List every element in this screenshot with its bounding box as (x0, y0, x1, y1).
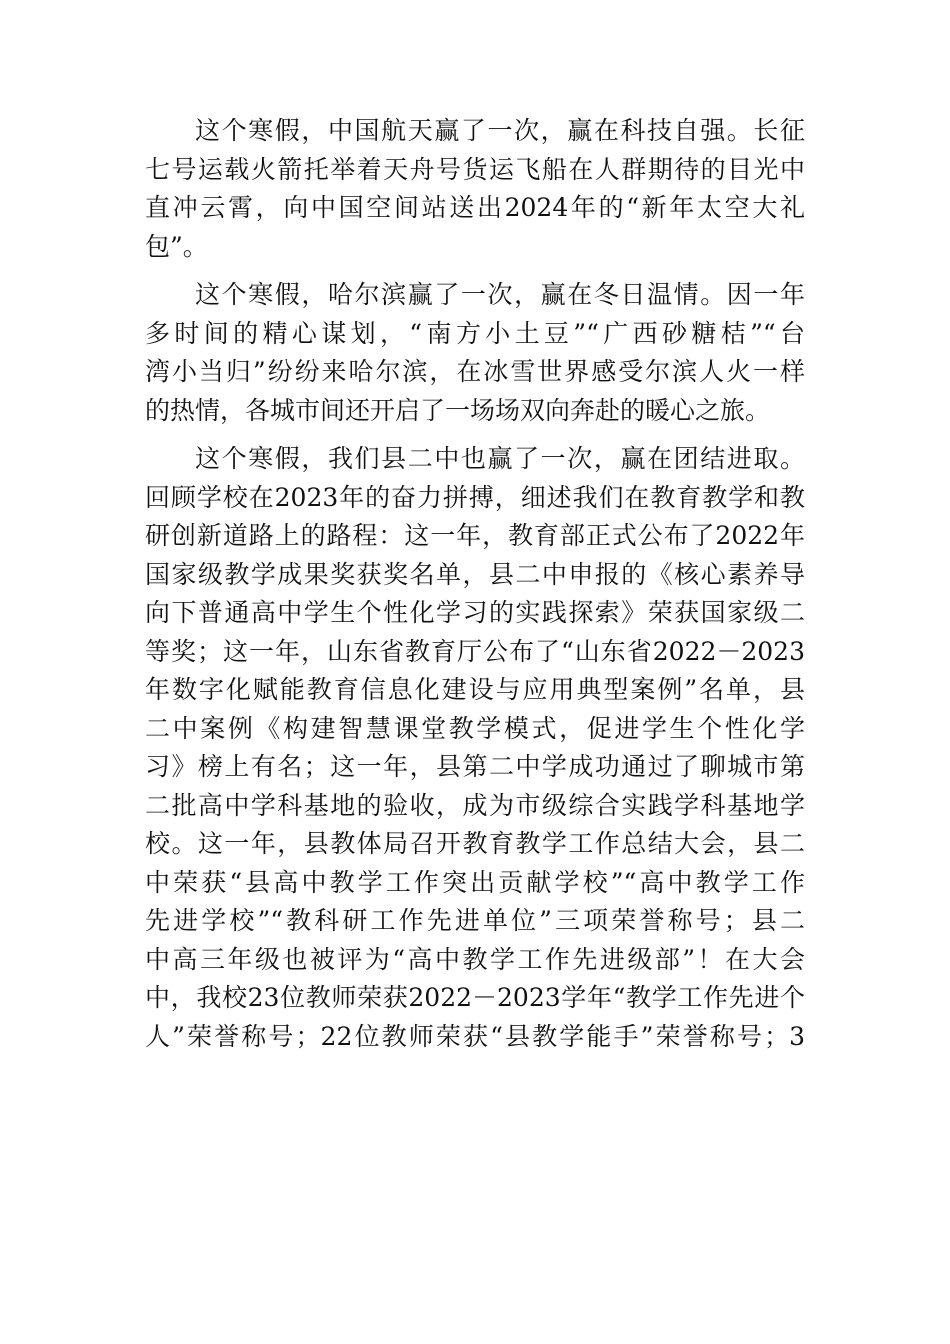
paragraph-harbin (145, 276, 805, 430)
text-line: 湾小当归”纷纷来哈尔滨，在冰雪世界感受尔滨人火一样 (145, 357, 805, 386)
text-line: 直冲云霄，向中国空间站送出2024年的“新年太空大礼 (145, 193, 805, 222)
text-line: 向下普通高中学生个性化学习的实践探索》荣获国家级二 (145, 598, 805, 627)
text-line: 中高三年级也被评为“高中教学工作先进级部”！在大会 (145, 944, 805, 974)
text-line: 多时间的精心谋划，“南方小土豆”“广西砂糖桔”“台 (145, 318, 805, 348)
text-line: 这个寒假，哈尔滨赢了一次，赢在冬日温情。因一年 (195, 280, 805, 309)
paragraph-aerospace (145, 112, 805, 266)
text-line: 研创新道路上的路程：这一年，教育部正式公布了2022年 (145, 521, 805, 550)
text-line: 包”。 (145, 231, 208, 261)
text-line: 中荣获“县高中教学工作突出贡献学校”“高中教学工作 (145, 867, 805, 897)
text-line: 的热情，各城市间还开启了一场场双向奔赴的暖心之旅。 (145, 395, 771, 425)
text-line: 人”荣誉称号；22位教师荣获“县教学能手”荣誉称号；3 (145, 1021, 805, 1051)
text-line: 七号运载火箭托举着天舟号货运飞船在人群期待的目光中 (145, 154, 805, 184)
text-line: 这个寒假，我们县二中也赢了一次，赢在团结进取。 (195, 444, 805, 473)
text-line: 二中案例《构建智慧课堂教学模式，促进学生个性化学 (145, 713, 805, 743)
text-line: 习》榜上有名；这一年，县第二中学成功通过了聊城市第 (145, 752, 805, 781)
text-line: 等奖；这一年，山东省教育厅公布了“山东省2022－2023 (145, 636, 805, 666)
text-line: 先进学校”“教科研工作先进单位”三项荣誉称号；县二 (145, 906, 805, 935)
text-line: 回顾学校在2023年的奋力拼搏，细述我们在教育教学和教 (145, 482, 805, 512)
text-line: 这个寒假，中国航天赢了一次，赢在科技自强。长征 (195, 116, 805, 145)
text-line: 年数字化赋能教育信息化建设与应用典型案例”名单，县 (145, 675, 805, 704)
document-body (145, 112, 805, 1066)
text-line: 校。这一年，县教体局召开教育教学工作总结大会，县二 (145, 829, 805, 858)
text-line: 中，我校23位教师荣获2022－2023学年“教学工作先进个 (145, 983, 805, 1012)
text-line: 二批高中学科基地的验收，成为市级综合实践学科基地学 (145, 790, 805, 820)
paragraph-school (145, 440, 805, 1056)
text-line: 国家级教学成果奖获奖名单，县二中申报的《核心素养导 (145, 559, 805, 589)
